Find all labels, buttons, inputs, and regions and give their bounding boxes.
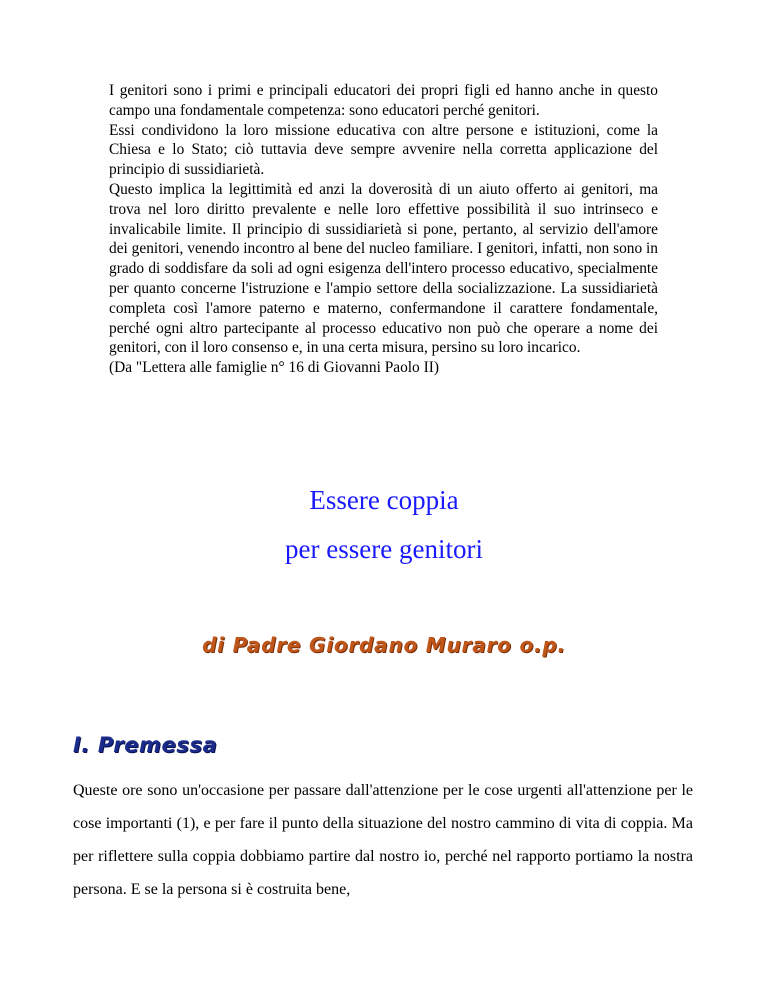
- quote-citation: (Da "Lettera alle famiglie n° 16 di Giovanni Paolo II): [109, 359, 439, 377]
- section-heading: I. Premessa: [73, 733, 218, 757]
- author-byline: di Padre Giordano Muraro o.p.: [202, 633, 566, 657]
- section-paragraph: Queste ore sono un'occasione per passare dall'attenzione per le cose urgenti all'attenzione per le cose importanti (1), e per fare il punto della situazione del nostro cammino di vita di coppia. Ma per riflettere sulla coppia dobbiamo partire dal nostro io, perché nel rapporto portiamo la nostra persona. E se la persona si è costruita bene,: [73, 782, 693, 898]
- quote-paragraph-2: Essi condividono la loro missione educativa con altre persone e istituzioni, come la Chiesa e lo Stato; ciò tuttavia deve sempre avvenire nella corretta applicazione del principio di sussidiarietà.: [109, 121, 658, 179]
- document-title-line-1: Essere coppia: [309, 485, 459, 515]
- section-body: [73, 774, 693, 906]
- quote-paragraph-3: Questo implica la legittimità ed anzi la doverosità di un aiuto offerto ai genitori, ma trova nel loro diritto prevalente e nelle loro effettive possibilità il suo intrinseco e invalicabile limite. Il principio di sussidiarietà si pone, pertanto, al servizio dell'amore dei genitori, venendo incontro al bene del nucleo familiare. I genitori, infatti, non sono in grado di soddisfare da soli ad ogni esigenza dell'intero processo educativo, specialmente per quanto concerne l'istruzione e l'ampio settore della socializzazione. La sussidiarietà completa così l'amore paterno e materno, confermandone il carattere fondamentale, perché ogni altro partecipante al processo educativo non può che operare a nome dei genitori, con il loro consenso e, in una certa misura, persino su loro incarico.: [109, 180, 658, 357]
- document-title-line-2: per essere genitori: [285, 534, 483, 564]
- quote-paragraph-1: I genitori sono i primi e principali educatori dei propri figli ed hanno anche in questo campo una fondamentale competenza: sono educatori perché genitori.: [109, 82, 658, 119]
- quote-block: [109, 81, 658, 378]
